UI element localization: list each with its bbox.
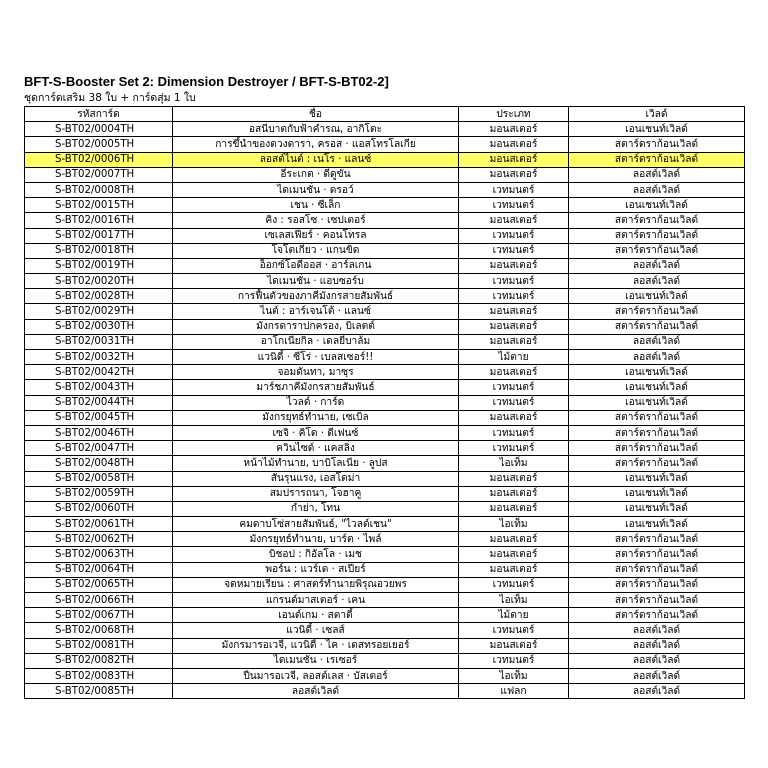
table-row xyxy=(25,258,745,273)
card-code-cell: S-BT02/0044TH xyxy=(25,395,173,410)
card-world-cell: สตาร์ดราก้อนเวิลด์ xyxy=(569,593,745,608)
card-name-cell: มังกรยุทธ์ทำนาย, บาร์ต · ไพล์ xyxy=(173,532,459,547)
card-type-cell: ไอเท็ม xyxy=(459,593,569,608)
card-name-cell: ปืนมารอเวจี, ลอสต์เลส · บัสเตอร์ xyxy=(173,668,459,683)
card-world-cell: เอนเชนท์เวิลด์ xyxy=(569,395,745,410)
header-card-type: ประเภท xyxy=(459,107,569,122)
card-world-cell: สตาร์ดราก้อนเวิลด์ xyxy=(569,304,745,319)
card-code-cell: S-BT02/0030TH xyxy=(25,319,173,334)
card-world-cell: สตาร์ดราก้อนเวิลด์ xyxy=(569,441,745,456)
card-world-cell: สตาร์ดราก้อนเวิลด์ xyxy=(569,319,745,334)
card-name-cell: เซจิ · คิโด · ดีเฟนซ์ xyxy=(173,425,459,440)
card-type-cell: เวทมนตร์ xyxy=(459,243,569,258)
card-world-cell: ลอสต์เวิลด์ xyxy=(569,258,745,273)
table-row xyxy=(25,547,745,562)
card-name-cell: ควินไซด์ · แคสลิ่ง xyxy=(173,441,459,456)
table-row xyxy=(25,684,745,699)
card-type-cell: มอนสเตอร์ xyxy=(459,501,569,516)
table-row xyxy=(25,577,745,592)
table-row xyxy=(25,334,745,349)
card-name-cell: ลอสต์เวิลด์ xyxy=(173,684,459,699)
card-type-cell: ไม้ตาย xyxy=(459,608,569,623)
card-code-cell: S-BT02/0068TH xyxy=(25,623,173,638)
table-row xyxy=(25,425,745,440)
card-world-cell: เอนเชนท์เวิลด์ xyxy=(569,365,745,380)
card-code-cell: S-BT02/0058TH xyxy=(25,471,173,486)
card-type-cell: มอนสเตอร์ xyxy=(459,410,569,425)
card-name-cell: เชน · ซีเล็ก xyxy=(173,198,459,213)
table-row xyxy=(25,471,745,486)
card-world-cell: สตาร์ดราก้อนเวิลด์ xyxy=(569,577,745,592)
table-header-row xyxy=(25,107,745,122)
card-code-cell: S-BT02/0008TH xyxy=(25,182,173,197)
card-name-cell: ไนต์ : อาร์เจนโต้ · แลนซ์ xyxy=(173,304,459,319)
card-name-cell: คมดาบโซ่สายสัมพันธ์, "ไวลด์เชน" xyxy=(173,517,459,532)
card-world-cell: เอนเชนท์เวิลด์ xyxy=(569,380,745,395)
card-type-cell: มอนสเตอร์ xyxy=(459,471,569,486)
card-world-cell: สตาร์ดราก้อนเวิลด์ xyxy=(569,152,745,167)
table-row xyxy=(25,593,745,608)
document-subtitle: ชุดการ์ดเสริม 38 ใบ + การ์ดสุ่ม 1 ใบ xyxy=(24,92,196,104)
header-card-name: ชื่อ xyxy=(173,107,459,122)
card-type-cell: เวทมนตร์ xyxy=(459,274,569,289)
card-name-cell: การฟื้นตัวของภาคีมังกรสายสัมพันธ์ xyxy=(173,289,459,304)
card-world-cell: เอนเชนท์เวิลด์ xyxy=(569,198,745,213)
card-code-cell: S-BT02/0031TH xyxy=(25,334,173,349)
table-row xyxy=(25,213,745,228)
card-world-cell: ลอสต์เวิลด์ xyxy=(569,653,745,668)
card-code-cell: S-BT02/0060TH xyxy=(25,501,173,516)
card-type-cell: มอนสเตอร์ xyxy=(459,365,569,380)
card-code-cell: S-BT02/0043TH xyxy=(25,380,173,395)
card-world-cell: ลอสต์เวิลด์ xyxy=(569,638,745,653)
card-code-cell: S-BT02/0065TH xyxy=(25,577,173,592)
card-code-cell: S-BT02/0067TH xyxy=(25,608,173,623)
card-world-cell: เอนเชนท์เวิลด์ xyxy=(569,289,745,304)
card-type-cell: มอนสเตอร์ xyxy=(459,213,569,228)
card-type-cell: มอนสเตอร์ xyxy=(459,167,569,182)
card-name-cell: การขึ้นำของดวงดารา, ครอส · แอสโทรโลเกีย xyxy=(173,137,459,152)
card-name-cell: อีระเกต · ดีดูขัน xyxy=(173,167,459,182)
card-type-cell: มอนสเตอร์ xyxy=(459,334,569,349)
table-row xyxy=(25,501,745,516)
card-name-cell: จอมดันทา, มาซุร xyxy=(173,365,459,380)
card-type-cell: มอนสเตอร์ xyxy=(459,319,569,334)
card-code-cell: S-BT02/0020TH xyxy=(25,274,173,289)
table-body xyxy=(25,122,745,699)
table-row xyxy=(25,380,745,395)
table-row xyxy=(25,608,745,623)
card-type-cell: มอนสเตอร์ xyxy=(459,532,569,547)
card-name-cell: สันรุนแรง, เอสโดม่า xyxy=(173,471,459,486)
card-code-cell: S-BT02/0032TH xyxy=(25,350,173,365)
card-code-cell: S-BT02/0007TH xyxy=(25,167,173,182)
card-name-cell: มังกรมารอเวจี, แวนิดี้ · ไค · เดสทรอยเยอร์ xyxy=(173,638,459,653)
card-type-cell: มอนสเตอร์ xyxy=(459,258,569,273)
card-name-cell: บิชอป : กิอัลโล · เมช xyxy=(173,547,459,562)
table-row xyxy=(25,122,745,137)
card-type-cell: เวทมนตร์ xyxy=(459,380,569,395)
card-world-cell: เอนเชนท์เวิลด์ xyxy=(569,122,745,137)
card-world-cell: ลอสต์เวิลด์ xyxy=(569,350,745,365)
card-name-cell: หน้าไม้ทำนาย, บาบิโลเนีย · ลูปส xyxy=(173,456,459,471)
card-type-cell: มอนสเตอร์ xyxy=(459,137,569,152)
card-code-cell: S-BT02/0042TH xyxy=(25,365,173,380)
card-world-cell: เอนเชนท์เวิลด์ xyxy=(569,471,745,486)
card-world-cell: ลอสต์เวิลด์ xyxy=(569,623,745,638)
card-type-cell: เวทมนตร์ xyxy=(459,441,569,456)
table-row xyxy=(25,517,745,532)
card-type-cell: มอนสเตอร์ xyxy=(459,122,569,137)
table-row xyxy=(25,562,745,577)
card-world-cell: สตาร์ดราก้อนเวิลด์ xyxy=(569,137,745,152)
card-world-cell: สตาร์ดราก้อนเวิลด์ xyxy=(569,562,745,577)
card-type-cell: มอนสเตอร์ xyxy=(459,486,569,501)
card-code-cell: S-BT02/0017TH xyxy=(25,228,173,243)
card-name-cell: เซเลสเฟียร์ · คอนโทรล xyxy=(173,228,459,243)
card-code-cell: S-BT02/0018TH xyxy=(25,243,173,258)
card-code-cell: S-BT02/0005TH xyxy=(25,137,173,152)
card-type-cell: มอนสเตอร์ xyxy=(459,304,569,319)
card-code-cell: S-BT02/0004TH xyxy=(25,122,173,137)
card-name-cell: มาร์ชภาคีมังกรสายสัมพันธ์ xyxy=(173,380,459,395)
card-code-cell: S-BT02/0064TH xyxy=(25,562,173,577)
card-name-cell: พอร์น : แวร์เด · สเปียร์ xyxy=(173,562,459,577)
card-code-cell: S-BT02/0082TH xyxy=(25,653,173,668)
card-world-cell: สตาร์ดราก้อนเวิลด์ xyxy=(569,228,745,243)
card-type-cell: มอนสเตอร์ xyxy=(459,547,569,562)
card-world-cell: ลอสต์เวิลด์ xyxy=(569,274,745,289)
document xyxy=(24,74,746,699)
card-type-cell: มอนสเตอร์ xyxy=(459,562,569,577)
card-name-cell: ลอสต์ไนต์ : เนโร · แลนซ์ xyxy=(173,152,459,167)
card-type-cell: เวทมนตร์ xyxy=(459,228,569,243)
table-row xyxy=(25,350,745,365)
document-title: BFT-S-Booster Set 2: Dimension Destroyer / BFT-S-BT02-2] xyxy=(24,74,389,89)
card-name-cell: แวนิดี้ · เซลส์ xyxy=(173,623,459,638)
card-name-cell: ไดเมนชั่น · ดรอว์ xyxy=(173,182,459,197)
table-row xyxy=(25,182,745,197)
card-world-cell: ลอสต์เวิลด์ xyxy=(569,684,745,699)
card-type-cell: เวทมนตร์ xyxy=(459,395,569,410)
card-code-cell: S-BT02/0062TH xyxy=(25,532,173,547)
card-world-cell: ลอสต์เวิลด์ xyxy=(569,334,745,349)
card-code-cell: S-BT02/0016TH xyxy=(25,213,173,228)
card-name-cell: คิง : รอสโซ · เซปเตอร์ xyxy=(173,213,459,228)
table-row xyxy=(25,410,745,425)
card-code-cell: S-BT02/0063TH xyxy=(25,547,173,562)
card-name-cell: แกรนด์มาสเตอร์ · เคน xyxy=(173,593,459,608)
card-code-cell: S-BT02/0085TH xyxy=(25,684,173,699)
card-world-cell: เอนเชนท์เวิลด์ xyxy=(569,517,745,532)
card-world-cell: สตาร์ดราก้อนเวิลด์ xyxy=(569,547,745,562)
table-row xyxy=(25,532,745,547)
card-code-cell: S-BT02/0061TH xyxy=(25,517,173,532)
card-world-cell: เอนเชนท์เวิลด์ xyxy=(569,501,745,516)
card-world-cell: สตาร์ดราก้อนเวิลด์ xyxy=(569,213,745,228)
card-code-cell: S-BT02/0081TH xyxy=(25,638,173,653)
card-type-cell: เวทมนตร์ xyxy=(459,623,569,638)
card-type-cell: เวทมนตร์ xyxy=(459,289,569,304)
card-type-cell: ไอเท็ม xyxy=(459,668,569,683)
card-name-cell: กำย่า, โทน xyxy=(173,501,459,516)
card-name-cell: ไดเมนชั่น · แอบซอร์บ xyxy=(173,274,459,289)
card-name-cell: อาโกเนียกิล · เดลยีบาล้ม xyxy=(173,334,459,349)
table-row xyxy=(25,198,745,213)
card-code-cell: S-BT02/0029TH xyxy=(25,304,173,319)
card-type-cell: เวทมนตร์ xyxy=(459,182,569,197)
card-world-cell: สตาร์ดราก้อนเวิลด์ xyxy=(569,532,745,547)
card-world-cell: สตาร์ดราก้อนเวิลด์ xyxy=(569,425,745,440)
card-name-cell: สมปรารถนา, โจฮาคู xyxy=(173,486,459,501)
card-world-cell: สตาร์ดราก้อนเวิลด์ xyxy=(569,410,745,425)
card-type-cell: มอนสเตอร์ xyxy=(459,638,569,653)
table-row xyxy=(25,441,745,456)
card-type-cell: เวทมนตร์ xyxy=(459,198,569,213)
table-row xyxy=(25,228,745,243)
table-row xyxy=(25,152,745,167)
table-row xyxy=(25,668,745,683)
card-name-cell: จดหมายเรียน : ศาสตร์ทำนายพิรุณอวยพร xyxy=(173,577,459,592)
table-row xyxy=(25,319,745,334)
card-code-cell: S-BT02/0019TH xyxy=(25,258,173,273)
card-world-cell: ลอสต์เวิลด์ xyxy=(569,668,745,683)
card-world-cell: ลอสต์เวิลด์ xyxy=(569,167,745,182)
card-type-cell: เวทมนตร์ xyxy=(459,425,569,440)
table-row xyxy=(25,653,745,668)
card-type-cell: เวทมนตร์ xyxy=(459,577,569,592)
card-name-cell: มังกรดาราปกครอง, บิเลตต์ xyxy=(173,319,459,334)
table-row xyxy=(25,395,745,410)
table-row xyxy=(25,623,745,638)
table-row xyxy=(25,167,745,182)
card-code-cell: S-BT02/0047TH xyxy=(25,441,173,456)
card-type-cell: ไอเท็ม xyxy=(459,517,569,532)
card-name-cell: ไดเมนชั่น · เรเซอร์ xyxy=(173,653,459,668)
card-world-cell: สตาร์ดราก้อนเวิลด์ xyxy=(569,608,745,623)
header-card-world: เวิลด์ xyxy=(569,107,745,122)
table-row xyxy=(25,638,745,653)
card-list-table xyxy=(24,106,745,699)
card-name-cell: อสนีบาตกับฟ้าคำรณ, อากิโตะ xyxy=(173,122,459,137)
card-name-cell: อ็อกซ์โอดีออส · อาร์ลเกน xyxy=(173,258,459,273)
card-name-cell: โจโตเกียว · แกนขิด xyxy=(173,243,459,258)
card-code-cell: S-BT02/0006TH xyxy=(25,152,173,167)
card-code-cell: S-BT02/0046TH xyxy=(25,425,173,440)
card-code-cell: S-BT02/0048TH xyxy=(25,456,173,471)
card-code-cell: S-BT02/0066TH xyxy=(25,593,173,608)
card-code-cell: S-BT02/0015TH xyxy=(25,198,173,213)
table-row xyxy=(25,289,745,304)
card-code-cell: S-BT02/0028TH xyxy=(25,289,173,304)
table-row xyxy=(25,304,745,319)
card-name-cell: มังกรยุทธ์ทำนาย, เซเบิล xyxy=(173,410,459,425)
card-type-cell: ไอเท็ม xyxy=(459,456,569,471)
card-type-cell: มอนสเตอร์ xyxy=(459,152,569,167)
card-world-cell: ลอสต์เวิลด์ xyxy=(569,182,745,197)
card-code-cell: S-BT02/0083TH xyxy=(25,668,173,683)
card-type-cell: ไม้ตาย xyxy=(459,350,569,365)
card-name-cell: ไวลด์ · การ์ด xyxy=(173,395,459,410)
card-name-cell: แวนิดี้ · ซีโร่ · เบลสเซอร์!! xyxy=(173,350,459,365)
header-card-code: รหัสการ์ด xyxy=(25,107,173,122)
table-row xyxy=(25,243,745,258)
table-row xyxy=(25,274,745,289)
card-world-cell: เอนเชนท์เวิลด์ xyxy=(569,486,745,501)
card-world-cell: สตาร์ดราก้อนเวิลด์ xyxy=(569,243,745,258)
table-row xyxy=(25,365,745,380)
card-code-cell: S-BT02/0059TH xyxy=(25,486,173,501)
card-code-cell: S-BT02/0045TH xyxy=(25,410,173,425)
table-row xyxy=(25,137,745,152)
card-type-cell: เวทมนตร์ xyxy=(459,653,569,668)
table-row xyxy=(25,486,745,501)
table-row xyxy=(25,456,745,471)
card-type-cell: แฟลก xyxy=(459,684,569,699)
card-name-cell: เอนด์เกม · สตาดี้ xyxy=(173,608,459,623)
card-world-cell: สตาร์ดราก้อนเวิลด์ xyxy=(569,456,745,471)
